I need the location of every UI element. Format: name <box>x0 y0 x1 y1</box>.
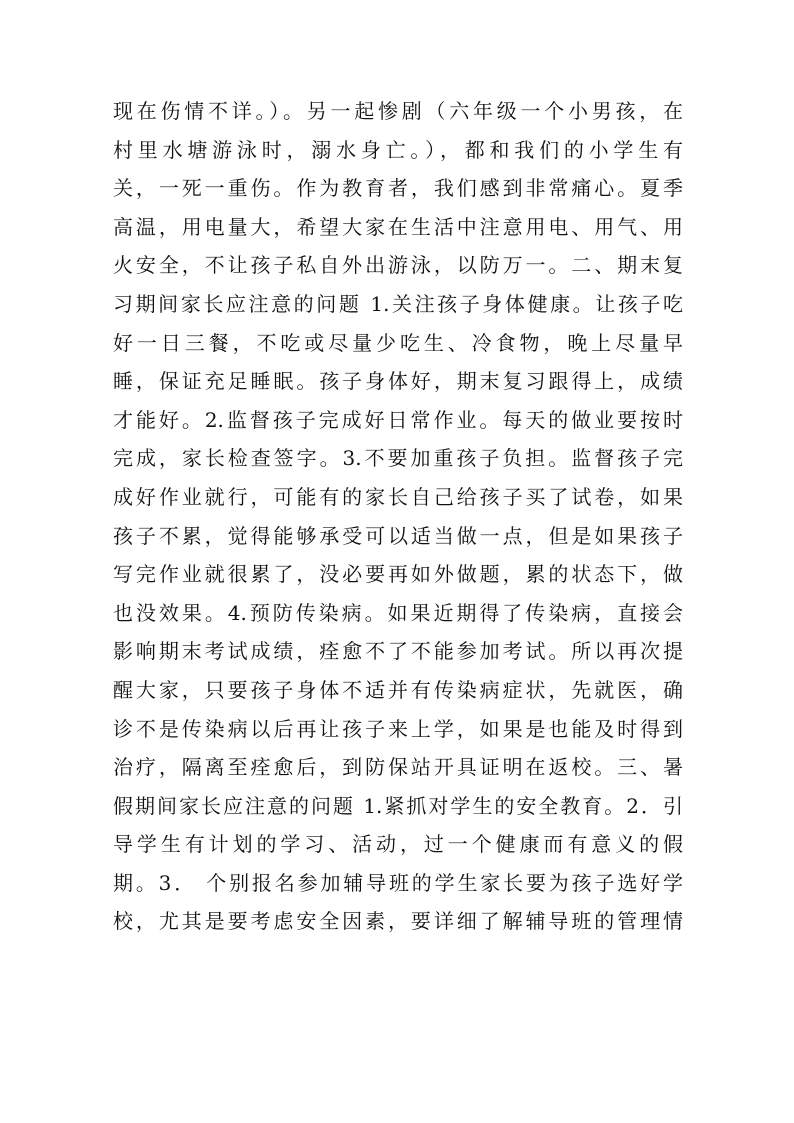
text-line: 完成，家长检查签字。3.不要加重孩子负担。监督孩子完 <box>113 446 683 471</box>
text-line: 习期间家长应注意的问题 1.关注孩子身体健康。让孩子吃 <box>113 291 683 316</box>
text-line: 假期间家长应注意的问题 1.紧抓对学生的安全教育。2．引 <box>113 793 683 818</box>
text-line: 成好作业就行，可能有的家长自己给孩子买了试卷，如果 <box>113 484 683 509</box>
text-line: 火安全，不让孩子私自外出游泳，以防万一。二、期末复 <box>113 253 683 278</box>
text-line: 关，一死一重伤。作为教育者，我们感到非常痛心。夏季 <box>113 176 683 201</box>
text-line: 高温，用电量大，希望大家在生活中注意用电、用气、用 <box>113 214 683 239</box>
body-text <box>113 92 683 941</box>
text-line: 村里水塘游泳时，溺水身亡。），都和我们的小学生有 <box>113 137 683 162</box>
text-line: 孩子不累，觉得能够承受可以适当做一点，但是如果孩子 <box>113 523 683 548</box>
text-line: 期。3． 个别报名参加辅导班的学生家长要为孩子选好学 <box>113 870 683 895</box>
text-line: 写完作业就很累了，没必要再如外做题，累的状态下，做 <box>113 562 683 587</box>
text-line: 导学生有计划的学习、活动，过一个健康而有意义的假 <box>113 832 683 857</box>
text-line: 睡，保证充足睡眠。孩子身体好，期末复习跟得上，成绩 <box>113 369 683 394</box>
text-line: 才能好。2.监督孩子完成好日常作业。每天的做业要按时 <box>113 407 683 432</box>
text-line: 诊不是传染病以后再让孩子来上学，如果是也能及时得到 <box>113 716 683 741</box>
text-line: 醒大家，只要孩子身体不适并有传染病症状，先就医，确 <box>113 677 683 702</box>
text-line: 现在伤情不详。）。另一起惨剧（六年级一个小男孩，在 <box>113 99 683 123</box>
text-line: 好一日三餐，不吃或尽量少吃生、冷食物，晚上尽量早 <box>113 330 683 355</box>
text-line: 校，尤其是要考虑安全因素，要详细了解辅导班的管理情 <box>113 909 683 934</box>
text-line: 影响期末考试成绩，痊愈不了不能参加考试。所以再次提 <box>113 639 683 664</box>
text-line: 也没效果。4.预防传染病。如果近期得了传染病，直接会 <box>113 600 683 625</box>
text-line: 治疗，隔离至痊愈后，到防保站开具证明在返校。三、暑 <box>113 755 683 780</box>
